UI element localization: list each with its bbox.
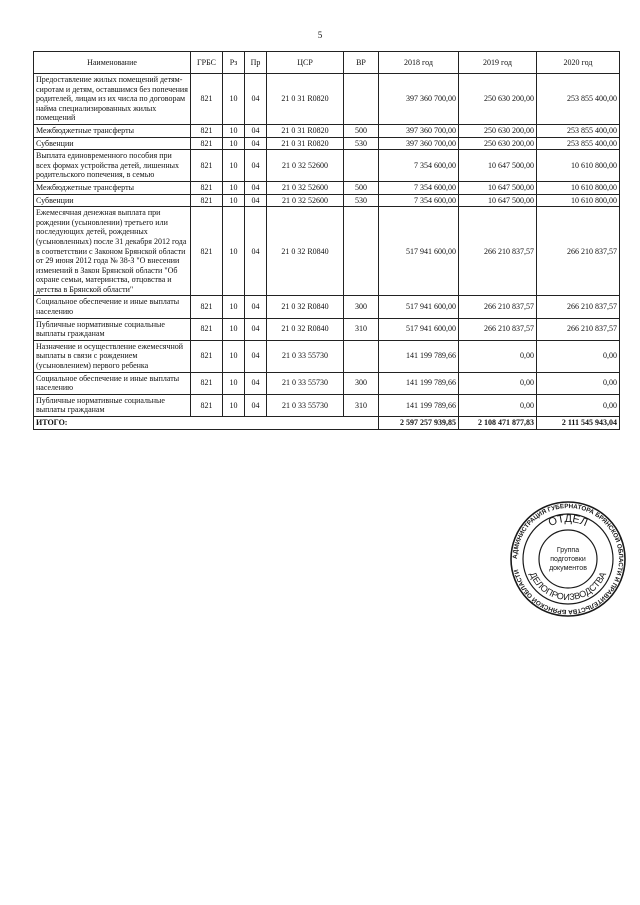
table-row	[34, 318, 620, 340]
cell-2020: 0,00	[537, 372, 620, 394]
cell-2020: 253 855 400,00	[537, 137, 620, 150]
cell-csr: 21 0 31 R0820	[267, 124, 344, 137]
header-grbs: ГРБС	[191, 52, 223, 74]
cell-rz: 10	[223, 207, 245, 296]
cell-grbs: 821	[191, 207, 223, 296]
cell-grbs: 821	[191, 74, 223, 125]
cell-grbs: 821	[191, 394, 223, 416]
cell-rz: 10	[223, 150, 245, 182]
cell-2018: 7 354 600,00	[379, 150, 459, 182]
cell-csr: 21 0 33 55730	[267, 394, 344, 416]
cell-csr: 21 0 31 R0820	[267, 74, 344, 125]
cell-2020: 253 855 400,00	[537, 124, 620, 137]
cell-pr: 04	[245, 207, 267, 296]
cell-name: Субвенции	[34, 137, 191, 150]
cell-2020: 253 855 400,00	[537, 74, 620, 125]
cell-2019: 266 210 837,57	[459, 318, 537, 340]
cell-rz: 10	[223, 181, 245, 194]
cell-2018: 517 941 600,00	[379, 207, 459, 296]
cell-grbs: 821	[191, 181, 223, 194]
cell-name: Социальное обеспечение и иные выплаты населению	[34, 296, 191, 318]
cell-2018: 7 354 600,00	[379, 194, 459, 207]
cell-csr: 21 0 33 55730	[267, 340, 344, 372]
cell-grbs: 821	[191, 318, 223, 340]
header-2020: 2020 год	[537, 52, 620, 74]
page-number: 5	[317, 30, 323, 40]
cell-2018: 517 941 600,00	[379, 296, 459, 318]
stamp-center-line-1: Группа	[556, 547, 580, 554]
total-2018: 2 597 257 939,85	[379, 417, 459, 430]
cell-2020: 0,00	[537, 340, 620, 372]
cell-name: Предоставление жилых помещений детям-сиротам и детям, оставшимся без попечения родителей, лицам из их числа по договорам найма специализированных жилых помещений	[34, 74, 191, 125]
cell-2019: 10 647 500,00	[459, 181, 537, 194]
cell-csr: 21 0 32 52600	[267, 150, 344, 182]
cell-name: Межбюджетные трансферты	[34, 124, 191, 137]
cell-name: Ежемесячная денежная выплата при рождении (усыновлении) третьего или последующих детей, рожденных (усыновленных) после 31 декабря 2012 года в соответствии с Законом Брянской области от 29 июня 2012 года № 38-З "О внесении изменений в Закон Брянской области "Об охране семьи, материнства, отцовства и детства в Брянской области"	[34, 207, 191, 296]
table-row	[34, 150, 620, 182]
cell-2018: 397 360 700,00	[379, 137, 459, 150]
cell-csr: 21 0 33 55730	[267, 372, 344, 394]
cell-2018: 141 199 789,66	[379, 340, 459, 372]
stamp-office-text: ДЕЛОПРОИЗВОДСТВА	[527, 570, 609, 603]
cell-pr: 04	[245, 74, 267, 125]
cell-2019: 250 630 200,00	[459, 137, 537, 150]
table-body	[34, 74, 620, 417]
cell-2020: 266 210 837,57	[537, 296, 620, 318]
cell-pr: 04	[245, 296, 267, 318]
cell-pr: 04	[245, 318, 267, 340]
header-name: Наименование	[34, 52, 191, 74]
cell-vr	[344, 340, 379, 372]
cell-2020: 10 610 800,00	[537, 194, 620, 207]
table-header-row	[34, 52, 620, 74]
header-2019: 2019 год	[459, 52, 537, 74]
cell-name: Субвенции	[34, 194, 191, 207]
cell-vr: 310	[344, 394, 379, 416]
cell-2019: 0,00	[459, 372, 537, 394]
cell-pr: 04	[245, 340, 267, 372]
cell-pr: 04	[245, 150, 267, 182]
cell-rz: 10	[223, 318, 245, 340]
cell-2018: 141 199 789,66	[379, 394, 459, 416]
cell-rz: 10	[223, 372, 245, 394]
cell-vr: 300	[344, 296, 379, 318]
cell-2019: 10 647 500,00	[459, 194, 537, 207]
table-row	[34, 296, 620, 318]
header-vr: ВР	[344, 52, 379, 74]
total-label: ИТОГО:	[34, 417, 379, 430]
cell-rz: 10	[223, 194, 245, 207]
cell-grbs: 821	[191, 296, 223, 318]
cell-2020: 0,00	[537, 394, 620, 416]
cell-csr: 21 0 32 52600	[267, 181, 344, 194]
cell-grbs: 821	[191, 124, 223, 137]
cell-name: Социальное обеспечение и иные выплаты населению	[34, 372, 191, 394]
cell-rz: 10	[223, 340, 245, 372]
cell-vr: 500	[344, 124, 379, 137]
stamp-dept-text: ОТДЕЛ	[546, 512, 590, 530]
official-stamp	[509, 500, 627, 618]
cell-grbs: 821	[191, 372, 223, 394]
table-row	[34, 340, 620, 372]
cell-vr: 300	[344, 372, 379, 394]
cell-2019: 0,00	[459, 394, 537, 416]
cell-2019: 250 630 200,00	[459, 124, 537, 137]
cell-2020: 10 610 800,00	[537, 181, 620, 194]
cell-2020: 10 610 800,00	[537, 150, 620, 182]
cell-pr: 04	[245, 181, 267, 194]
cell-vr: 530	[344, 194, 379, 207]
cell-vr	[344, 150, 379, 182]
budget-table	[33, 51, 620, 430]
table-row	[34, 207, 620, 296]
cell-rz: 10	[223, 394, 245, 416]
total-2019: 2 108 471 877,83	[459, 417, 537, 430]
cell-2019: 10 647 500,00	[459, 150, 537, 182]
cell-2019: 250 630 200,00	[459, 74, 537, 125]
stamp-center-line-2: подготовки	[550, 556, 586, 563]
total-2020: 2 111 545 943,04	[537, 417, 620, 430]
cell-name: Межбюджетные трансферты	[34, 181, 191, 194]
table-row	[34, 194, 620, 207]
cell-name: Назначение и осуществление ежемесячной выплаты в связи с рождением (усыновлением) первого ребенка	[34, 340, 191, 372]
table-row	[34, 124, 620, 137]
cell-vr	[344, 207, 379, 296]
cell-pr: 04	[245, 194, 267, 207]
cell-2018: 397 360 700,00	[379, 74, 459, 125]
cell-csr: 21 0 32 R0840	[267, 296, 344, 318]
cell-2020: 266 210 837,57	[537, 318, 620, 340]
header-pr: Пр	[245, 52, 267, 74]
cell-vr: 530	[344, 137, 379, 150]
cell-csr: 21 0 32 R0840	[267, 318, 344, 340]
cell-vr: 500	[344, 181, 379, 194]
cell-2018: 397 360 700,00	[379, 124, 459, 137]
cell-pr: 04	[245, 124, 267, 137]
table-row	[34, 137, 620, 150]
cell-pr: 04	[245, 394, 267, 416]
cell-csr: 21 0 31 R0820	[267, 137, 344, 150]
table-row	[34, 74, 620, 125]
cell-rz: 10	[223, 137, 245, 150]
cell-2019: 0,00	[459, 340, 537, 372]
cell-2020: 266 210 837,57	[537, 207, 620, 296]
cell-2018: 141 199 789,66	[379, 372, 459, 394]
header-rz: Рз	[223, 52, 245, 74]
cell-2019: 266 210 837,57	[459, 207, 537, 296]
cell-vr: 310	[344, 318, 379, 340]
header-2018: 2018 год	[379, 52, 459, 74]
cell-2019: 266 210 837,57	[459, 296, 537, 318]
cell-rz: 10	[223, 74, 245, 125]
cell-grbs: 821	[191, 137, 223, 150]
cell-vr	[344, 74, 379, 125]
stamp-center-line-3: документов	[549, 565, 587, 572]
stamp-outer-text: АДМИНИСТРАЦИЯ ГУБЕРНАТОРА БРЯНСКОЙ ОБЛАСТИ И ПРАВИТЕЛЬСТВА БРЯНСКОЙ ОБЛАСТИ	[511, 502, 625, 616]
table-row	[34, 394, 620, 416]
cell-name: Публичные нормативные социальные выплаты гражданам	[34, 318, 191, 340]
cell-name: Публичные нормативные социальные выплаты гражданам	[34, 394, 191, 416]
cell-rz: 10	[223, 296, 245, 318]
cell-csr: 21 0 32 R0840	[267, 207, 344, 296]
cell-2018: 517 941 600,00	[379, 318, 459, 340]
table-row	[34, 181, 620, 194]
cell-pr: 04	[245, 372, 267, 394]
cell-2018: 7 354 600,00	[379, 181, 459, 194]
cell-grbs: 821	[191, 194, 223, 207]
header-csr: ЦСР	[267, 52, 344, 74]
stamp-seal	[509, 500, 627, 618]
cell-name: Выплата единовременного пособия при всех формах устройства детей, лишенных родительского попечения, в семью	[34, 150, 191, 182]
table-row	[34, 372, 620, 394]
cell-csr: 21 0 32 52600	[267, 194, 344, 207]
cell-grbs: 821	[191, 340, 223, 372]
cell-pr: 04	[245, 137, 267, 150]
total-row	[34, 417, 620, 430]
cell-rz: 10	[223, 124, 245, 137]
cell-grbs: 821	[191, 150, 223, 182]
